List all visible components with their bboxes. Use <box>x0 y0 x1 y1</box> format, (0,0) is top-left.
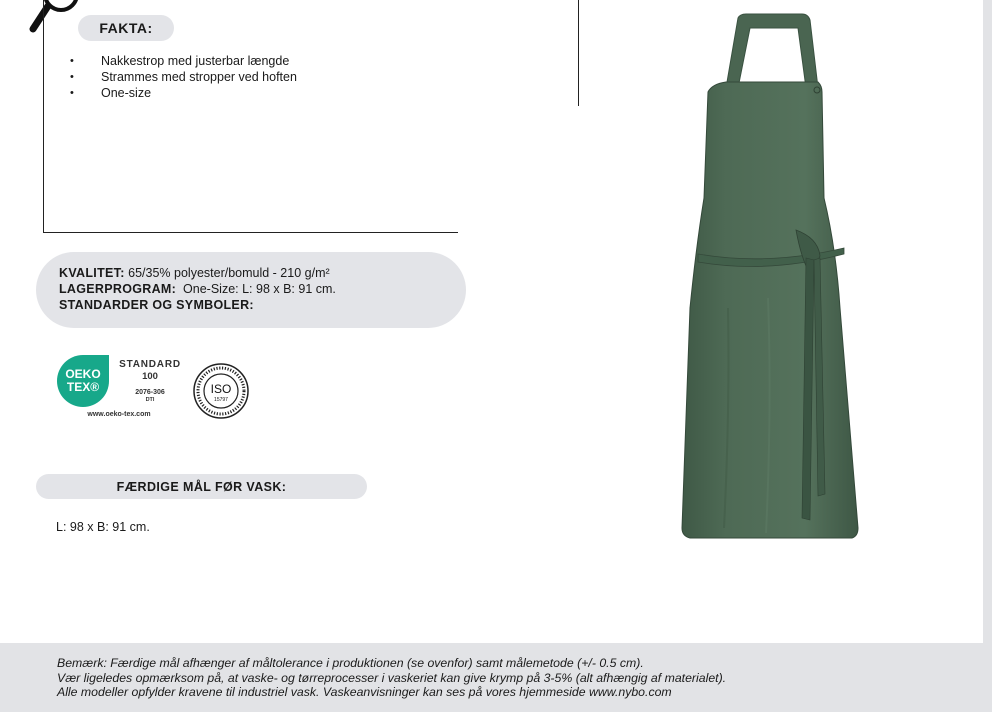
oeko-standard-block <box>116 359 184 403</box>
magnifier-icon <box>26 0 86 36</box>
oeko-logo-line1: OEKO <box>65 367 101 381</box>
fakta-heading: FAKTA: <box>78 15 174 41</box>
fakta-list <box>70 53 297 101</box>
iso-label: ISO <box>210 382 232 396</box>
list-item: • One-size <box>70 85 297 101</box>
lager-label: LAGERPROGRAM: <box>59 282 177 296</box>
kvalitet-value: 65/35% polyester/bomuld - 210 g/m² <box>124 266 330 280</box>
footer-note <box>57 656 726 700</box>
maal-value: L: 98 x B: 91 cm. <box>56 520 150 534</box>
maal-heading: FÆRDIGE MÅL FØR VASK: <box>36 474 367 499</box>
oeko-tex-logo-icon <box>55 353 111 409</box>
footer-line-2: Vær ligeledes opmærksom på, at vaske- og tørreprocesser i vaskeriet kan give krymp på 3-5% (alt afhængig af materialet). <box>57 670 727 685</box>
list-item: • Strammes med stropper ved hoften <box>70 69 297 85</box>
kvalitet-label: KVALITET: <box>59 266 125 280</box>
lager-value: One-Size: L: 98 x B: 91 cm. <box>176 282 336 296</box>
kvalitet-line <box>59 265 336 281</box>
apron-icon <box>668 8 874 556</box>
fact-box-border-bottom <box>43 232 458 233</box>
list-item: • Nakkestrop med justerbar længde <box>70 53 297 69</box>
standarder-label: STANDARDER OG SYMBOLER: <box>59 298 254 312</box>
footer-line-1: Bemærk: Færdige mål afhænger af måltolerance i produktionen (se ovenfor) samt målemetode (+/- 0.5 cm). <box>57 656 644 670</box>
iso-number: 15797 <box>214 397 228 403</box>
oeko-standard-number: 100 <box>142 371 158 382</box>
oeko-standard-label: STANDARD <box>119 359 181 370</box>
standarder-line <box>59 297 336 313</box>
oeko-code: 2076-306 <box>135 389 165 396</box>
quality-info <box>59 265 336 313</box>
page-edge-strip <box>983 0 992 712</box>
oeko-institute: DTI <box>145 397 155 403</box>
column-divider <box>578 0 579 106</box>
footer-line-3: Alle modeller opfylder kravene til industriel vask. Vaskeanvisninger kan ses på vores hjemmeside www.nybo.com <box>57 685 672 699</box>
oeko-logo-line2: TEX® <box>66 380 100 394</box>
fact-box-border-left <box>43 0 44 233</box>
iso-seal-icon <box>192 362 250 420</box>
lager-line <box>59 281 336 297</box>
oeko-url: www.oeko-tex.com <box>87 411 151 418</box>
